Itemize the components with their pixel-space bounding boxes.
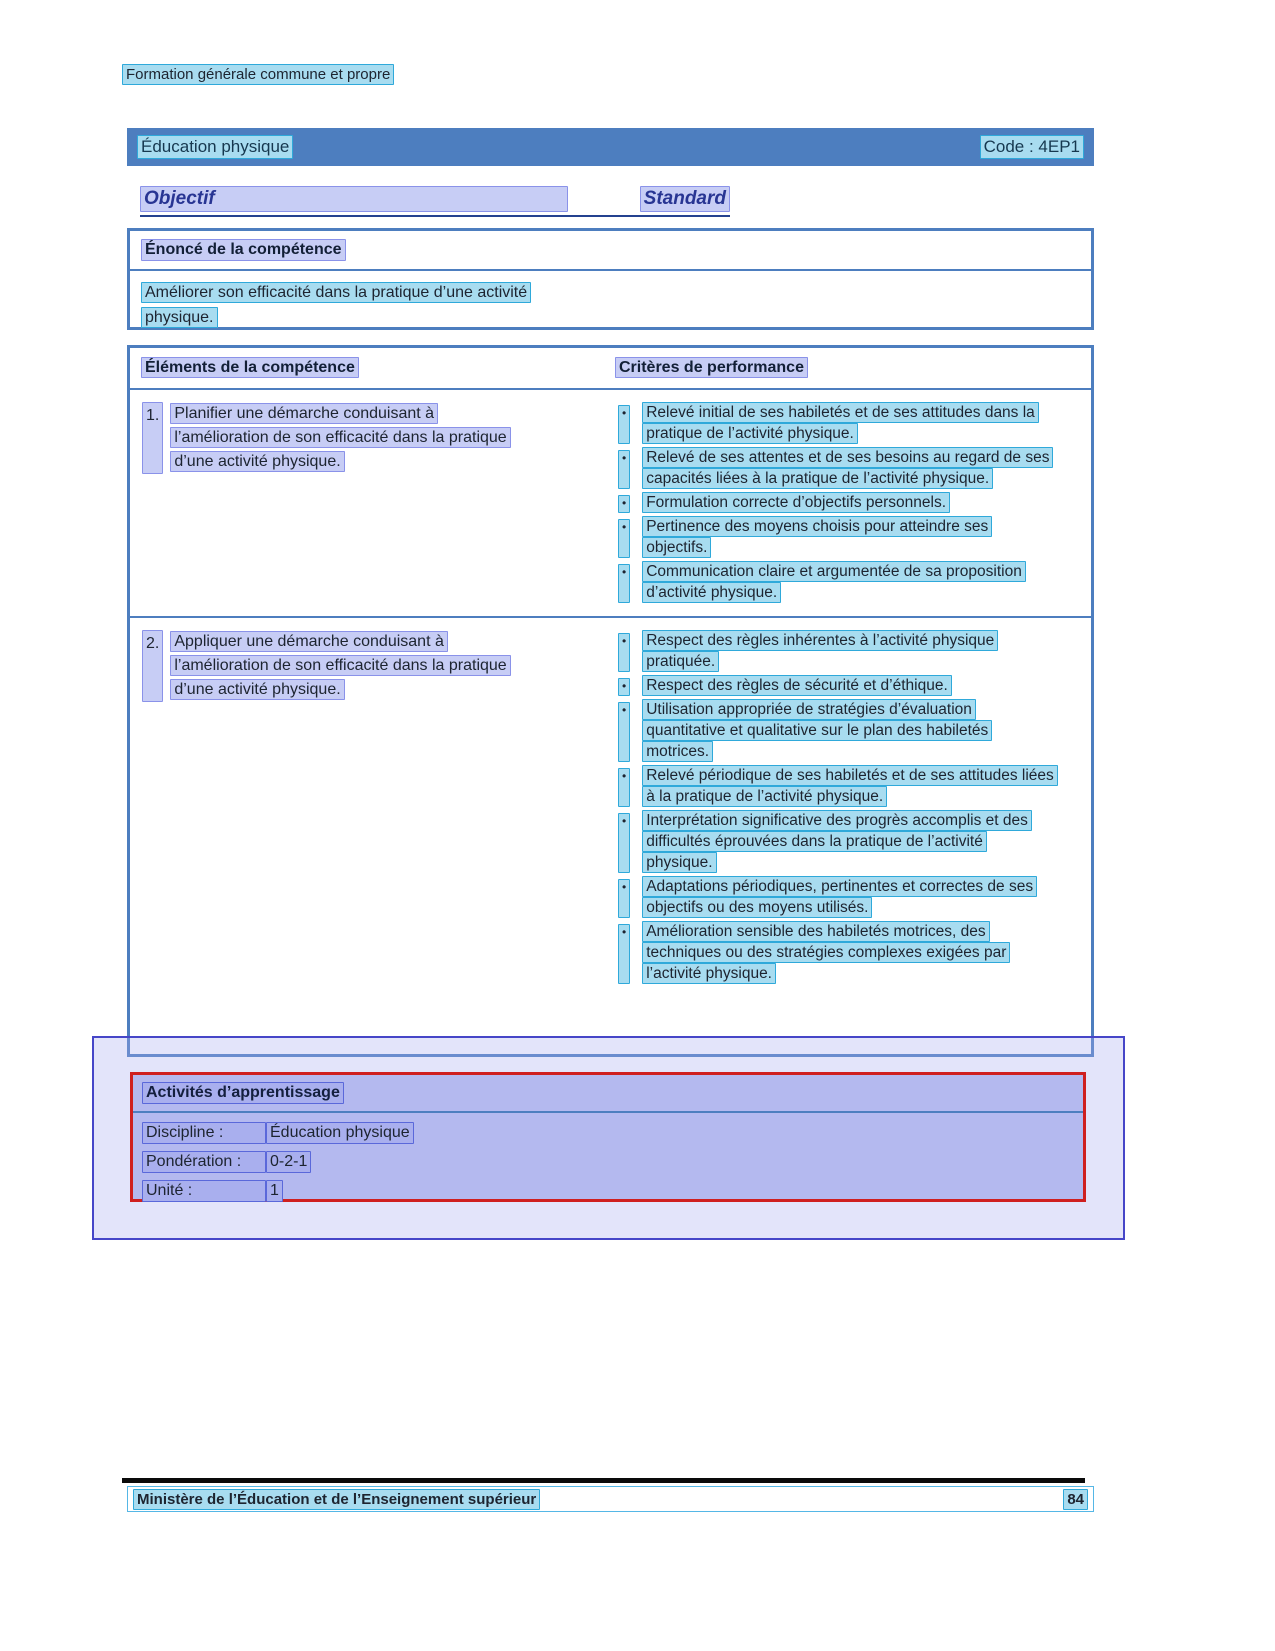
- footer-rule: [122, 1478, 1085, 1483]
- criterion-item: [618, 561, 1073, 603]
- footer-page-number: 84: [1063, 1489, 1088, 1510]
- activity-value: 1: [266, 1180, 283, 1202]
- criteria-cell-1: [618, 402, 1073, 606]
- bullet-icon: •: [618, 813, 630, 873]
- table-row-2: [130, 616, 1091, 997]
- learning-activities-title-row: [133, 1075, 1083, 1113]
- bullet-icon: •: [618, 768, 630, 807]
- criterion-text: Respect des règles inhérentes à l’activité physique pratiquée.: [642, 630, 998, 672]
- bullet-icon: •: [618, 564, 630, 603]
- element-cell-1: [130, 402, 618, 606]
- criterion-item: [618, 492, 1073, 513]
- item-number: 1.: [142, 402, 163, 474]
- bullet-icon: •: [618, 879, 630, 918]
- table-header-row: [130, 348, 1091, 390]
- top-label: [122, 66, 394, 83]
- criterion-item: [618, 699, 1073, 762]
- competency-statement-text: Améliorer son efficacité dans la pratique d’une activité physique.: [141, 282, 531, 328]
- criterion-text: Amélioration sensible des habiletés motrices, des techniques ou des stratégies complexes exigées par l’activité physique.: [642, 921, 1010, 984]
- criterion-text: Relevé périodique de ses habiletés et de ses attitudes liées à la pratique de l’activité physique.: [642, 765, 1058, 807]
- objectif-heading: Objectif: [140, 186, 568, 212]
- element-cell-2: [130, 630, 618, 987]
- item-number: 2.: [142, 630, 163, 702]
- elements-header: Éléments de la compétence: [141, 357, 359, 378]
- activity-value: 0-2-1: [266, 1151, 311, 1173]
- activity-label: Unité :: [142, 1180, 266, 1202]
- criterion-text: Adaptations périodiques, pertinentes et correctes de ses objectifs ou des moyens utilisés.: [642, 876, 1037, 918]
- activity-row: [142, 1120, 1074, 1146]
- standard-heading: Standard: [640, 186, 730, 212]
- bullet-icon: •: [618, 405, 630, 444]
- item-text-wrap: [170, 630, 522, 702]
- activity-row: [142, 1178, 1074, 1204]
- footer-ministry: Ministère de l’Éducation et de l’Enseignement supérieur: [133, 1489, 540, 1510]
- criteria-header-cell: [615, 359, 808, 377]
- footer: [127, 1486, 1094, 1512]
- bullet-icon: •: [618, 519, 630, 558]
- criterion-item: [618, 765, 1073, 807]
- activity-label: Discipline :: [142, 1122, 266, 1144]
- criterion-item: [618, 810, 1073, 873]
- table-row-1: [130, 390, 1091, 616]
- criterion-text: Interprétation significative des progrès accomplis et des difficultés éprouvées dans la pratique de l’activité physique.: [642, 810, 1032, 873]
- criterion-item: [618, 675, 1073, 696]
- criterion-item: [618, 402, 1073, 444]
- bullet-icon: •: [618, 924, 630, 984]
- criteria-list: [618, 402, 1073, 603]
- doc-code: Code : 4EP1: [980, 135, 1084, 159]
- element-item-2: [142, 630, 618, 702]
- criteria-header: Critères de performance: [615, 357, 808, 378]
- bullet-icon: •: [618, 702, 630, 762]
- activity-label: Pondération :: [142, 1151, 266, 1173]
- doc-title: Éducation physique: [137, 135, 293, 159]
- item-text: Appliquer une démarche conduisant à l’amélioration de son efficacité dans la pratique d’une activité physique.: [170, 631, 510, 700]
- criterion-text: Relevé de ses attentes et de ses besoins au regard de ses capacités liées à la pratique de l’activité physique.: [642, 447, 1053, 489]
- criterion-text: Utilisation appropriée de stratégies d’évaluation quantitative et qualitative sur le plan des habiletés motrices.: [642, 699, 992, 762]
- criteria-list: [618, 630, 1073, 984]
- criterion-item: [618, 630, 1073, 672]
- bullet-icon: •: [618, 450, 630, 489]
- learning-activities-rows: [133, 1113, 1083, 1211]
- criterion-text: Communication claire et argumentée de sa proposition d’activité physique.: [642, 561, 1026, 603]
- bullet-icon: •: [618, 633, 630, 672]
- element-item-1: [142, 402, 618, 474]
- bullet-icon: •: [618, 495, 630, 513]
- activity-value: Éducation physique: [266, 1122, 414, 1144]
- competency-statement-title-row: [130, 231, 1091, 271]
- criterion-text: Pertinence des moyens choisis pour atteindre ses objectifs.: [642, 516, 992, 558]
- criteria-cell-2: [618, 630, 1073, 987]
- top-label-text: Formation générale commune et propre: [122, 64, 394, 85]
- learning-activities-title: Activités d’apprentissage: [142, 1082, 344, 1104]
- criterion-text: Relevé initial de ses habiletés et de ses attitudes dans la pratique de l’activité physique.: [642, 402, 1039, 444]
- activity-row: [142, 1149, 1074, 1175]
- competency-statement-body: [130, 271, 547, 330]
- column-headers: [140, 186, 730, 217]
- elements-header-cell: [130, 359, 615, 377]
- bullet-icon: •: [618, 678, 630, 696]
- criterion-item: [618, 516, 1073, 558]
- criterion-item: [618, 447, 1073, 489]
- criterion-text: Formulation correcte d’objectifs personnels.: [642, 492, 950, 513]
- competency-statement-title: Énoncé de la compétence: [141, 239, 346, 261]
- item-text: Planifier une démarche conduisant à l’amélioration de son efficacité dans la pratique d’une activité physique.: [170, 403, 510, 472]
- competency-table: [127, 345, 1094, 1057]
- criterion-item: [618, 921, 1073, 984]
- learning-activities-box: [130, 1072, 1086, 1202]
- criterion-item: [618, 876, 1073, 918]
- competency-statement-box: [127, 228, 1094, 330]
- section-header-bar: [127, 128, 1094, 166]
- item-text-wrap: [170, 402, 522, 474]
- criterion-text: Respect des règles de sécurité et d’éthique.: [642, 675, 952, 696]
